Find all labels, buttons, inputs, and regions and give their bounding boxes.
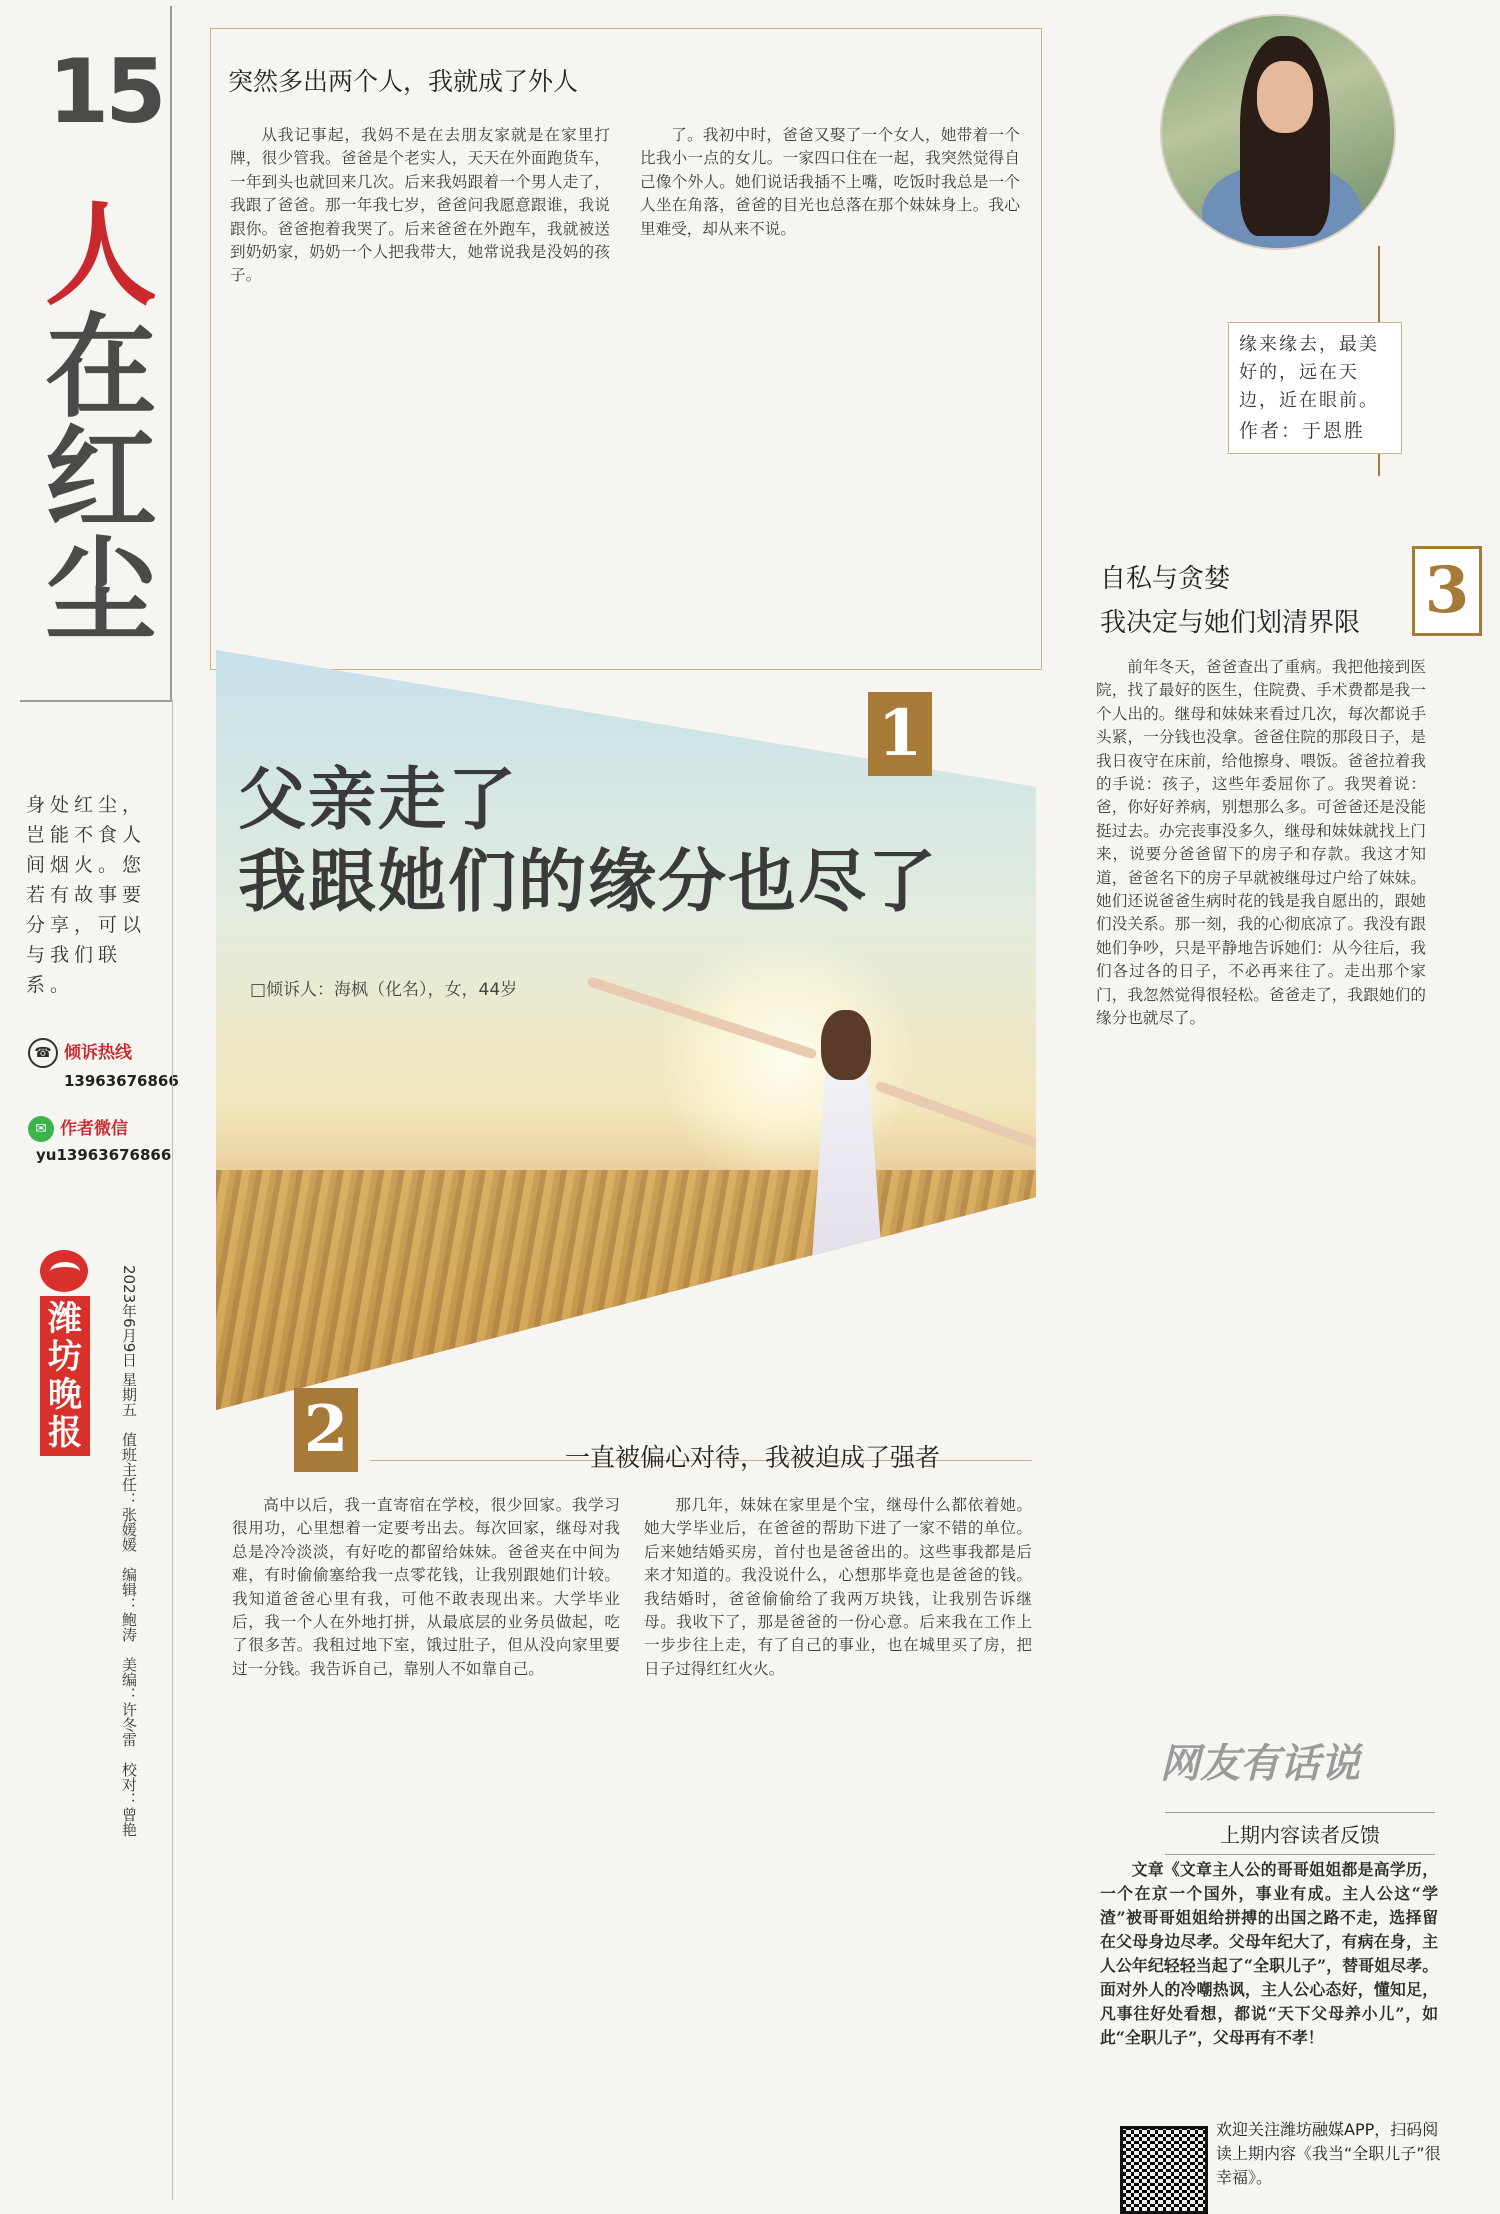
section2-number-badge: 2	[294, 1388, 358, 1472]
column-title	[36, 190, 166, 657]
section3-title-line1: 自私与贪婪	[1100, 564, 1231, 594]
netizen-comments-logo	[1160, 1732, 1440, 1802]
page-number: 15	[48, 40, 163, 143]
section2-text-right: 那几年，妹妹在家里是个宝，继母什么都依着她。她大学毕业后，在爸爸的帮助下进了一家不错的单位。后来她结婚买房，首付也是爸爸出的。这些事我都是后来才知道的。我没说什么，心想那毕竟也是爸爸的钱。我结婚时，爸爸偷偷给了我两万块钱，让我别告诉继母。我收下了，那是爸爸的一份心意。后来我在工作上一步步往上走，有了自己的事业，也在城里买了房，把日子过得红红火火。	[644, 1496, 1032, 1678]
wechat-icon: ✉	[28, 1116, 54, 1142]
column-title-char: 人	[45, 190, 157, 321]
feedback-title: 上期内容读者反馈	[1165, 1812, 1435, 1855]
section3-title-line2: 我决定与她们划清界限	[1100, 608, 1361, 638]
wechat-label: 作者微信	[60, 1119, 128, 1139]
narrator-line: □倾诉人：海枫（化名），女，44岁	[250, 980, 518, 1000]
author-photo	[1160, 14, 1396, 250]
headline-line1: 父亲走了	[238, 761, 519, 840]
paper-name: 潍坊晚报	[40, 1296, 90, 1456]
column-title-char: 在	[45, 302, 157, 433]
column-title-char: 尘	[45, 526, 157, 657]
sidebar-intro: 身处红尘，岂能不食人间烟火。您若有故事要分享，可以与我们联系。	[26, 794, 147, 996]
qr-caption: 欢迎关注潍坊融媒APP，扫码阅读上期内容《我当“全职儿子”很幸福》。	[1216, 2120, 1441, 2187]
woman-figure	[776, 1010, 916, 1410]
section3-number-badge: 3	[1412, 546, 1482, 636]
netizen-comments-brand: 网友有话说	[1160, 1741, 1360, 1787]
author-name: 作者：于恩胜	[1239, 420, 1366, 442]
author-quote: 缘来缘去，最美好的，远在天边，近在眼前。	[1239, 334, 1379, 411]
section1-title: 突然多出两个人，我就成了外人	[228, 67, 579, 96]
section2-title: 一直被偏心对待，我被迫成了强者	[565, 1443, 941, 1472]
left-divider	[172, 700, 173, 2200]
wechat-id: yu13963676866	[36, 1146, 172, 1164]
section2-text-left: 高中以后，我一直寄宿在学校，很少回家。我学习很用功，心里想着一定要考出去。每次回家，继母对我总是冷冷淡淡，有好吃的都留给妹妹。爸爸夹在中间为难，有时偷偷塞给我一点零花钱，让我别跟她们计较。我知道爸爸心里有我，可他不敢表现出来。大学毕业后，我一个人在外地打拼，从最底层的业务员做起，吃了很多苦。我租过地下室，饿过肚子，但从没向家里要过一分钱。我告诉自己，靠别人不如靠自己。	[232, 1496, 620, 1678]
issue-meta: 2023年6月9日 星期五 值班主任：张媛媛 编辑：鲍涛 美编：许冬雷 校对：曾艳	[120, 1265, 138, 1838]
paper-logo	[40, 1250, 90, 1456]
qr-code-icon[interactable]	[1120, 2126, 1208, 2214]
section1-text-right: 了。我初中时，爸爸又娶了一个女人，她带着一个比我小一点的女儿。一家四口住在一起，我突然觉得自己像个外人。她们说话我插不上嘴，吃饭时我总是一个人坐在角落，爸爸的目光也总落在那个妹妹身上。我心里难受，却从来不说。	[640, 126, 1020, 238]
headline-line2: 我跟她们的缘分也尽了	[238, 843, 939, 922]
main-headline	[238, 760, 938, 924]
author-quote-box	[1228, 322, 1402, 454]
logo-sun-icon	[40, 1250, 88, 1292]
hotline-label: 倾诉热线	[64, 1043, 132, 1063]
feedback-text: 文章《文章主人公的哥哥姐姐都是高学历，一个在京一个国外，事业有成。主人公这“学渣”被哥哥姐姐给拼搏的出国之路不走，选择留在父母身边尽孝。父母年纪大了，有病在身，主人公年纪轻轻当起了“全职儿子”，替哥姐尽孝。面对外人的冷嘲热讽，主人公心态好，懂知足，凡事往好处看想，都说“天下父母养小儿”，如此“全职儿子”，父母再有不孝！	[1100, 1860, 1438, 2047]
section3-text: 前年冬天，爸爸查出了重病。我把他接到医院，找了最好的医生，住院费、手术费都是我一个人出的。继母和妹妹来看过几次，每次都说手头紧，一分钱也没拿。爸爸住院的那段日子，是我日夜守在床前，给他擦身、喂饭。爸爸拉着我的手说：孩子，这些年委屈你了。我哭着说：爸，你好好养病，别想那么多。可爸爸还是没能挺过去。办完丧事没多久，继母和妹妹就找上门来，说要分爸爸留下的房子和存款。我这才知道，爸爸名下的房子早就被继母过户给了妹妹。她们还说爸爸生病时花的钱是我自愿出的，跟她们没关系。那一刻，我的心彻底凉了。我没有跟她们争吵，只是平静地告诉她们：从今往后，我们各过各的日子，不必再来往了。走出那个家门，我忽然觉得很轻松。爸爸走了，我跟她们的缘分也就尽了。	[1096, 658, 1426, 1028]
section1-text-left: 从我记事起，我妈不是在去朋友家就是在家里打牌，很少管我。爸爸是个老实人，天天在外面跑货车，一年到头也就回来几次。后来我妈跟着一个男人走了，我跟了爸爸。那一年我七岁，爸爸问我愿意跟谁，我说跟你。爸爸抱着我哭了。后来爸爸在外跑车，我就被送到奶奶家，奶奶一个人把我带大，她常说我是没妈的孩子。	[230, 126, 610, 285]
phone-icon: ☎	[28, 1038, 58, 1068]
column-title-char: 红	[45, 414, 157, 545]
section1-number-badge: 1	[868, 692, 932, 776]
hotline-number: 13963676866	[64, 1072, 179, 1090]
contact-block	[28, 1038, 179, 1164]
